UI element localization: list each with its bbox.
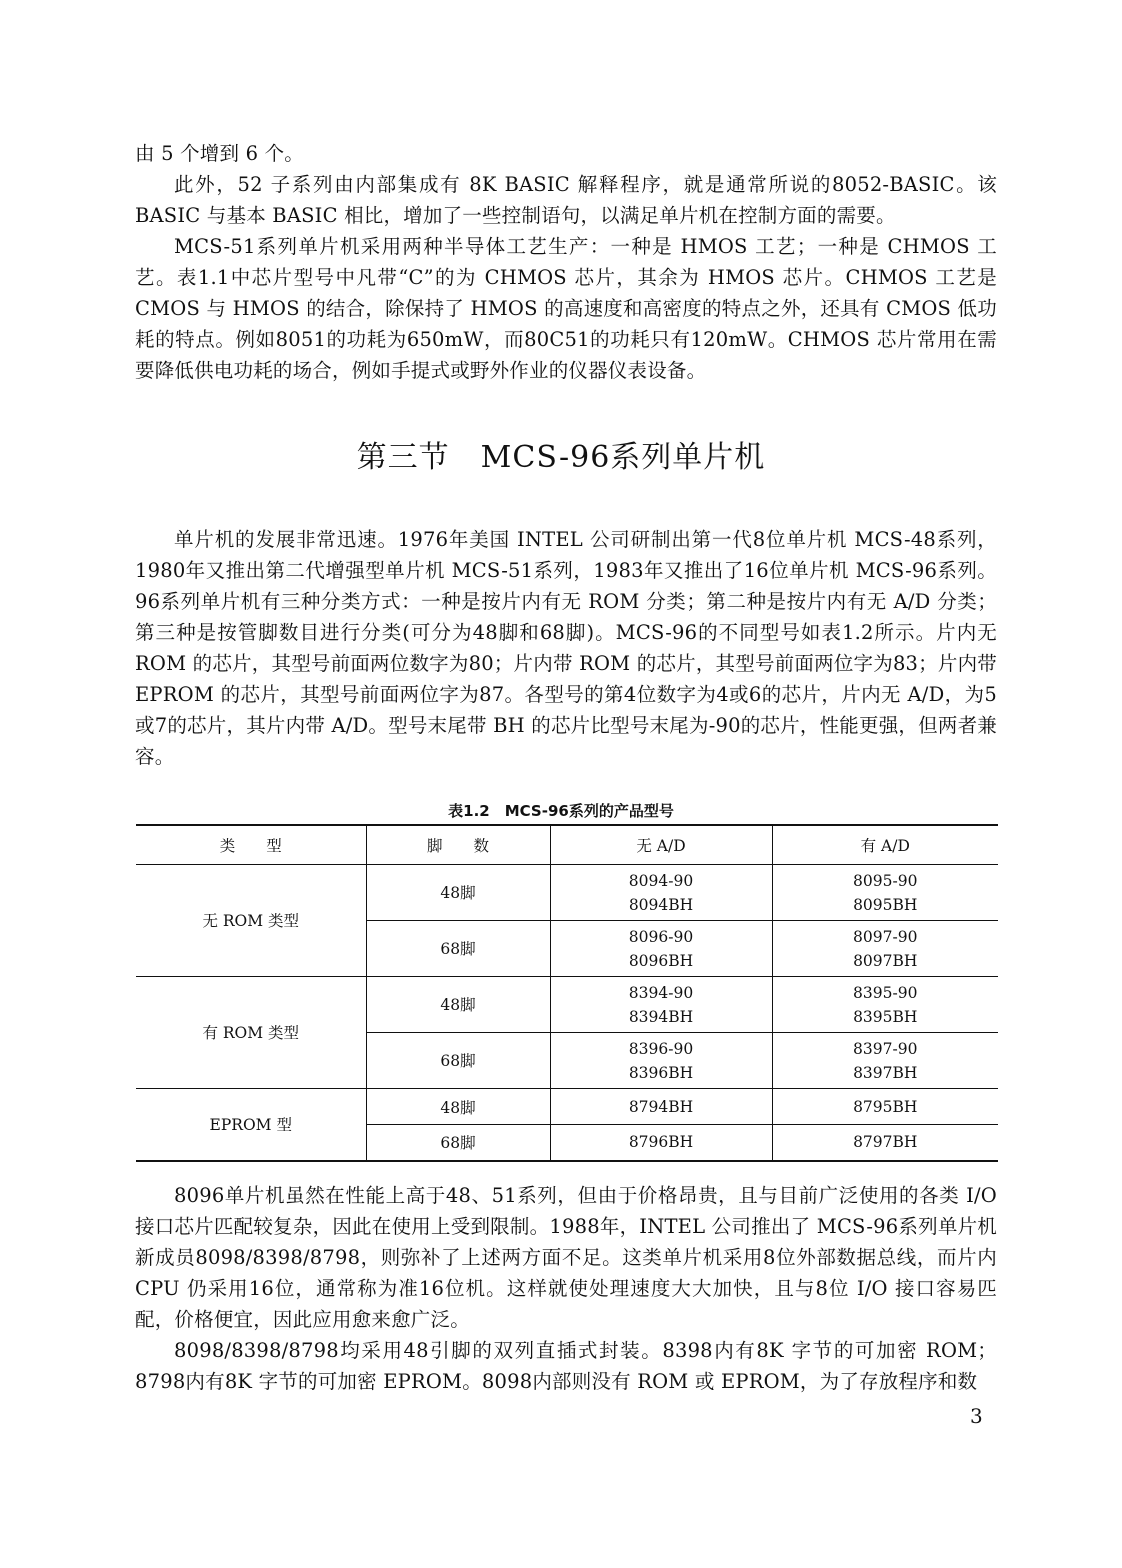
with-ad-cell: 8397-90 8397BH: [772, 1033, 998, 1089]
no-ad-cell: 8394-90 8394BH: [550, 977, 772, 1033]
type-cell: EPROM 型: [136, 1089, 366, 1161]
paragraph-8098: 8098/8398/8798均采用48引脚的双列直插式封装。8398内有8K 字节的可加密 ROM；8798内有8K 字节的可加密 EPROM。8098内部则没有 ROM 或 EPROM，为了存放程序和数: [135, 1339, 997, 1393]
pins-cell: 68脚: [366, 921, 550, 977]
no-ad-cell: 8096-90 8096BH: [550, 921, 772, 977]
header-type: 类 型: [136, 825, 366, 865]
with-ad-cell: 8795BH: [772, 1089, 998, 1125]
paragraph-continuation: 由 5 个增到 6 个。: [135, 142, 305, 165]
section-heading: 第三节 MCS-96系列单片机: [356, 440, 766, 475]
table-row: [136, 865, 998, 921]
table-row: [136, 977, 998, 1033]
table-caption: 表1.2 MCS-96系列的产品型号: [448, 802, 674, 820]
table-row: [136, 1089, 998, 1125]
pins-cell: 48脚: [366, 865, 550, 921]
with-ad-cell: 8097-90 8097BH: [772, 921, 998, 977]
no-ad-cell: 8094-90 8094BH: [550, 865, 772, 921]
header-pins: 脚 数: [366, 825, 550, 865]
with-ad-cell: 8095-90 8095BH: [772, 865, 998, 921]
with-ad-cell: 8797BH: [772, 1125, 998, 1161]
paragraph-chmos: MCS-51系列单片机采用两种半导体工艺生产：一种是 HMOS 工艺；一种是 CHMOS 工艺。表1.1中芯片型号中凡带“C”的为 CHMOS 芯片，其余为 HMOS 芯片。CHMOS 工艺是 CMOS 与 HMOS 的结合，除保持了 HMOS 的高速度和高密度的特点之外，还具有 CMOS 低功耗的特点。例如8051的功耗为650mW，而80C51的功耗只有120mW。CHMOS 芯片常用在需要降低供电功耗的场合，例如手提式或野外作业的仪器仪表设备。: [135, 235, 997, 382]
no-ad-cell: 8794BH: [550, 1089, 772, 1125]
pins-cell: 68脚: [366, 1033, 550, 1089]
product-model-table: [136, 824, 998, 1162]
header-no-ad: 无 A/D: [550, 825, 772, 865]
type-cell: 无 ROM 类型: [136, 865, 366, 977]
no-ad-cell: 8796BH: [550, 1125, 772, 1161]
header-with-ad: 有 A/D: [772, 825, 998, 865]
page-number: 3: [970, 1404, 983, 1428]
pins-cell: 48脚: [366, 1089, 550, 1125]
table-header-row: [136, 825, 998, 865]
type-cell: 有 ROM 类型: [136, 977, 366, 1089]
no-ad-cell: 8396-90 8396BH: [550, 1033, 772, 1089]
paragraph-8096: 8096单片机虽然在性能上高于48、51系列，但由于价格昂贵，且与目前广泛使用的各类 I/O接口芯片匹配较复杂，因此在使用上受到限制。1988年，INTEL 公司推出了 MCS-96系列单片机新成员8098/8398/8798，则弥补了上述两方面不足。这类单片机采用8位外部数据总线，而片内 CPU 仍采用16位，通常称为准16位机。这样就使处理速度大大加快，且与8位 I/O 接口容易匹配，价格便宜，因此应用愈来愈广泛。: [135, 1184, 997, 1331]
paragraph-mcs96-intro: 单片机的发展非常迅速。1976年美国 INTEL 公司研制出第一代8位单片机 MCS-48系列，1980年又推出第二代增强型单片机 MCS-51系列，1983年又推出了16位单片机 MCS-96系列。96系列单片机有三种分类方式：一种是按片内有无 ROM 分类；第二种是按片内有无 A/D 分类；第三种是按管脚数目进行分类(可分为48脚和68脚)。MCS-96的不同型号如表1.2所示。片内无 ROM 的芯片，其型号前面两位数字为80；片内带 ROM 的芯片，其型号前面两位字为83；片内带 EPROM 的芯片，其型号前面两位字为87。各型号的第4位数字为4或6的芯片，片内无 A/D，为5或7的芯片，其片内带 A/D。型号末尾带 BH 的芯片比型号末尾为-90的芯片，性能更强，但两者兼容。: [135, 528, 997, 768]
pins-cell: 68脚: [366, 1125, 550, 1161]
with-ad-cell: 8395-90 8395BH: [772, 977, 998, 1033]
paragraph-basic: 此外，52 子系列由内部集成有 8K BASIC 解释程序，就是通常所说的8052-BASIC。该 BASIC 与基本 BASIC 相比，增加了一些控制语句，以满足单片机在控制方面的需要。: [135, 173, 997, 227]
pins-cell: 48脚: [366, 977, 550, 1033]
